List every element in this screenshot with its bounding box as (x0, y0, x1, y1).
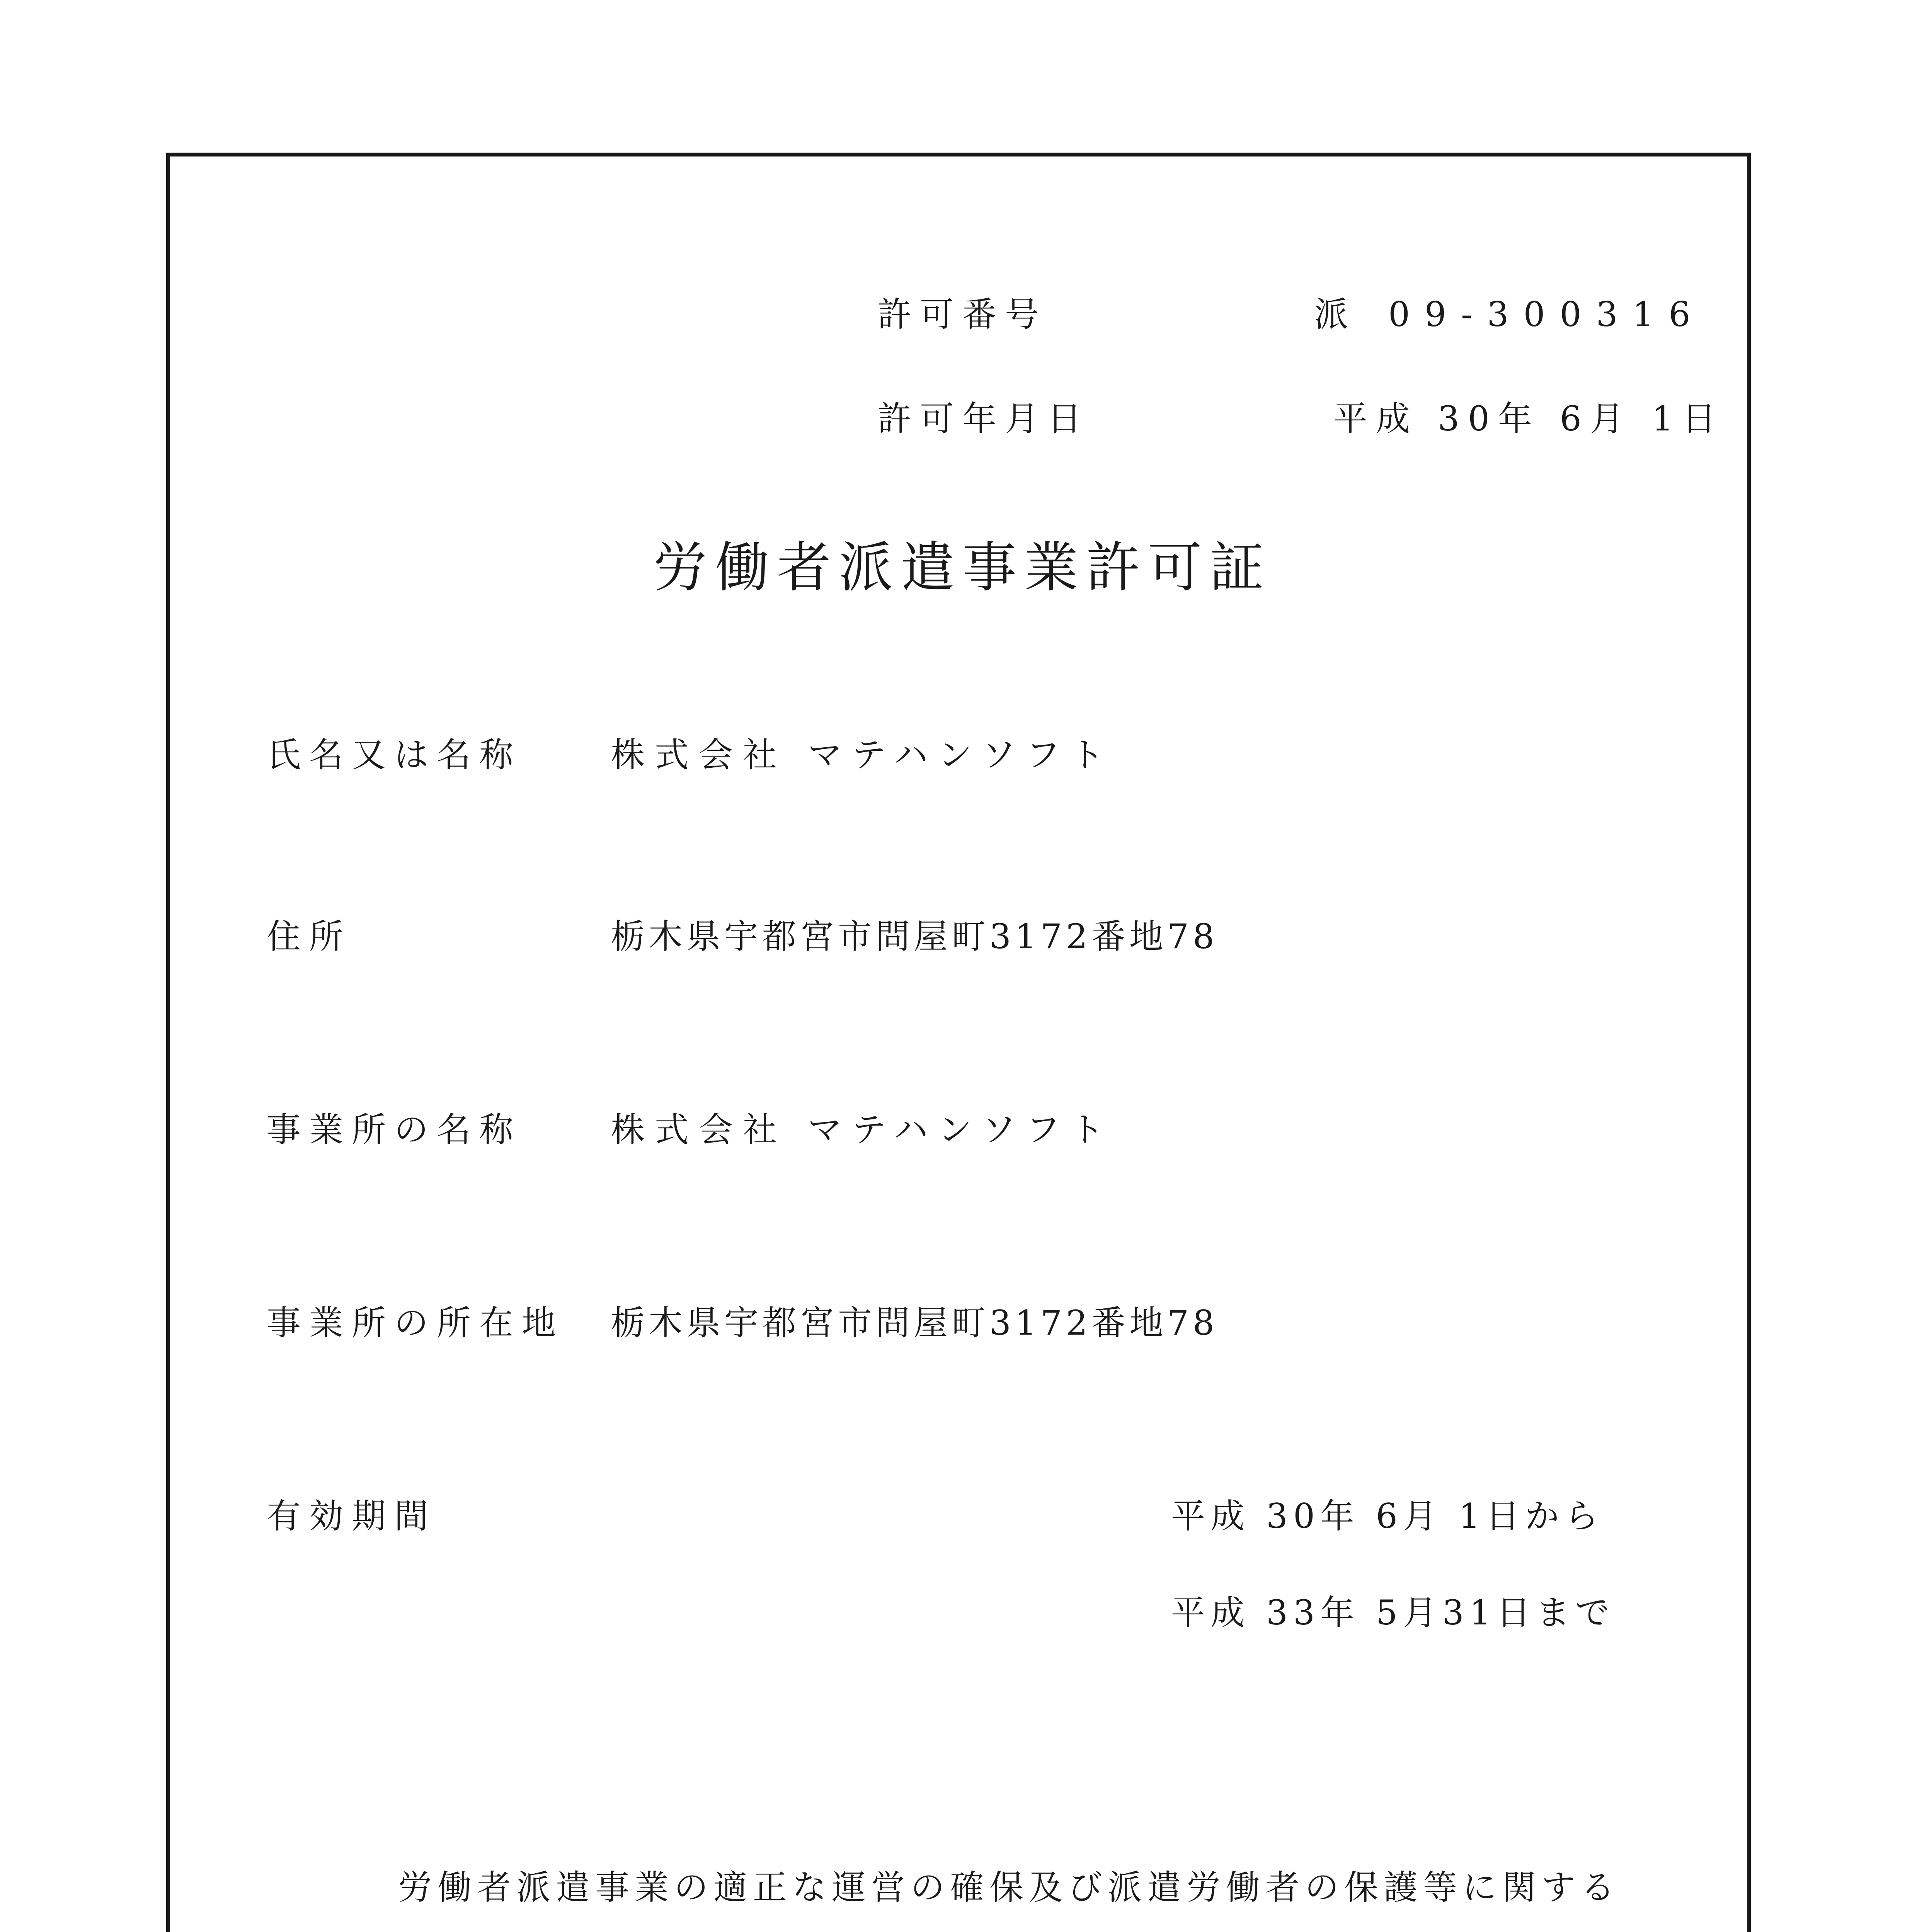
name-label: 氏名又は名称 (267, 735, 522, 775)
address-label: 住所 (267, 917, 352, 956)
validity-to: 平成 33年 5月31日まで (1171, 1593, 1615, 1633)
permit-date-value: 平成 30年 6月 1日 (1333, 399, 1725, 439)
office-name-value: 株式会社 マテハンソフト (611, 1110, 1114, 1150)
validity-label: 有効期間 (267, 1496, 437, 1536)
permit-date-label: 許可年月日 (877, 399, 1090, 439)
office-name-label: 事業所の名称 (267, 1110, 522, 1150)
office-address-label: 事業所の所在地 (267, 1303, 565, 1343)
validity-from: 平成 30年 6月 1日から (1171, 1496, 1604, 1536)
address-value: 栃木県宇都宮市問屋町3172番地78 (611, 917, 1218, 956)
permit-number-value: 派 09-300316 (1314, 294, 1705, 334)
certificate-title: 労働者派遣事業許可証 (653, 536, 1272, 599)
name-value: 株式会社 マテハンソフト (611, 735, 1114, 775)
permit-number-label: 許可番号 (877, 294, 1048, 334)
office-address-value: 栃木県宇都宮市問屋町3172番地78 (611, 1303, 1218, 1343)
certification-text: 労働者派遣事業の適正な運営の確保及び派遣労働者の保護等に関する (398, 1867, 1621, 1907)
